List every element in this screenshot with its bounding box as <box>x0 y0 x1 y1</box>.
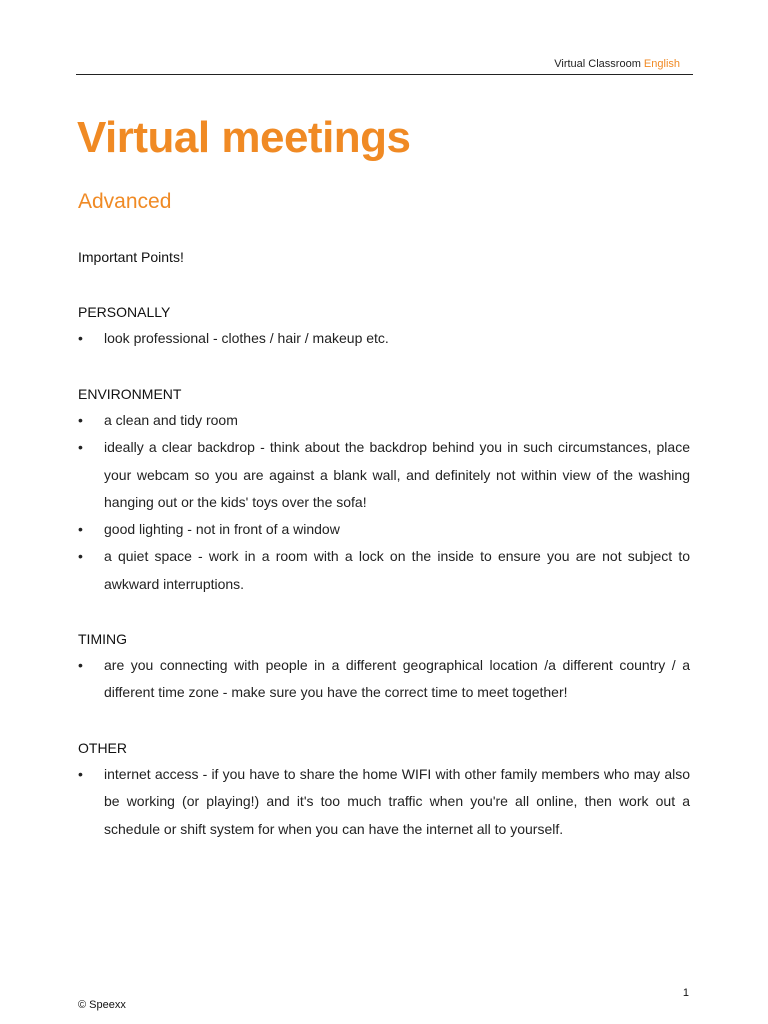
header-label <box>554 58 680 70</box>
section-list-personally <box>78 325 690 352</box>
page-number: 1 <box>682 987 689 999</box>
header-text: Virtual Classroom <box>554 58 641 70</box>
page-title: Virtual meetings <box>77 113 411 162</box>
list-item: • are you connecting with people in a different geographical location /a different country / a different time zone - make sure you have the correct time to meet together! <box>78 652 690 707</box>
intro-text: Important Points! <box>78 249 184 265</box>
section-list-timing <box>78 652 690 707</box>
bullet-icon: • <box>78 439 83 456</box>
header-accent: English <box>643 58 680 70</box>
footer-copyright: © Speexx <box>78 999 126 1011</box>
bullet-icon: • <box>78 412 83 428</box>
list-item: • a quiet space - work in a room with a lock on the inside to ensure you are not subject to awkward interruptions. <box>78 543 690 598</box>
list-item: • ideally a clear backdrop - think about the backdrop behind you in such circumstances, place your webcam so you are against a blank wall, and definitely not within view of the washing hanging out or the kids' toys over the sofa! <box>78 434 690 516</box>
bullet-icon: • <box>78 330 83 346</box>
section-list-other <box>78 761 690 843</box>
list-item: • look professional - clothes / hair / makeup etc. <box>78 325 690 352</box>
list-item: • a clean and tidy room <box>78 407 690 434</box>
bullet-icon: • <box>78 766 83 782</box>
page-subtitle: Advanced <box>78 190 172 213</box>
section-heading-other: OTHER <box>78 740 127 756</box>
section-heading-personally: PERSONALLY <box>78 304 171 320</box>
bullet-icon: • <box>78 521 83 538</box>
list-item: • good lighting - not in front of a window <box>78 516 690 543</box>
section-list-environment <box>78 407 690 598</box>
bullet-icon: • <box>78 657 83 673</box>
list-item: • internet access - if you have to share the home WIFI with other family members who may also be working (or playing!) and it's too much traffic when you're all online, then work out a schedule or shift system for when you can have the internet all to yourself. <box>78 761 690 843</box>
section-heading-environment: ENVIRONMENT <box>78 386 182 402</box>
bullet-icon: • <box>78 548 83 565</box>
section-heading-timing: TIMING <box>78 631 127 647</box>
header-divider <box>76 74 693 75</box>
